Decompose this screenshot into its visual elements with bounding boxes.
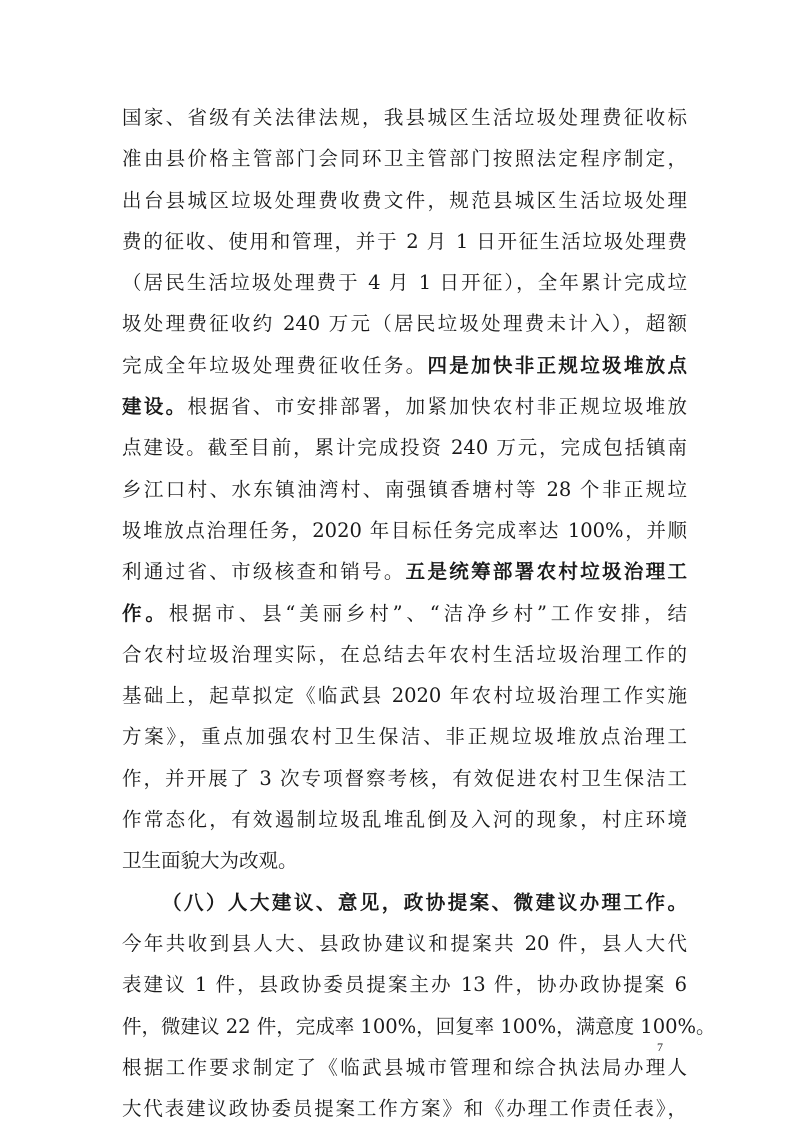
- bold-text-segment: 四是加快非正规垃圾堆放点: [427, 353, 687, 377]
- text-line: [122, 510, 687, 551]
- text-line: [122, 964, 687, 1005]
- text-line: [122, 97, 687, 138]
- text-line: [122, 551, 687, 592]
- text-line: [122, 840, 687, 881]
- bold-text-segment: （八）人大建议、意见，政协提案、微建议办理工作。: [162, 890, 687, 914]
- text-segment: 根据工作要求制定了《临武县城市管理和综合执法局办理人: [122, 1055, 687, 1079]
- text-segment: 件，微建议 22 件，完成率 100%，回复率 100%，满意度 100%。: [122, 1014, 716, 1038]
- text-line: [122, 262, 687, 303]
- text-line: [122, 180, 687, 221]
- text-segment: 表建议 1 件，县政协委员提案主办 13 件，协办政协提案 6: [122, 973, 687, 997]
- text-line: [122, 469, 687, 510]
- text-line: [122, 221, 687, 262]
- text-line: [122, 386, 687, 427]
- text-segment: （居民生活垃圾处理费于 4 月 1 日开征），全年累计完成垃: [122, 271, 687, 295]
- text-line: [122, 882, 687, 923]
- bold-text-segment: 五是统筹部署农村垃圾治理工: [405, 560, 687, 584]
- text-segment: 点建设。截至目前，累计完成投资 240 万元，完成包括镇南: [122, 436, 687, 460]
- text-segment: 利通过省、市级核查和销号。: [122, 560, 406, 584]
- text-line: [122, 303, 687, 344]
- text-line: [122, 593, 687, 634]
- text-segment: 合农村垃圾治理实际，在总结去年农村生活垃圾治理工作的: [122, 642, 687, 666]
- text-segment: 今年共收到县人大、县政协建议和提案共 20 件，县人大代: [122, 931, 687, 955]
- text-segment: 乡江口村、水东镇油湾村、南强镇香塘村等 28 个非正规垃: [122, 477, 687, 501]
- text-line: [122, 138, 687, 179]
- text-segment: 大代表建议政协委员提案工作方案》和《办理工作责任表》，: [122, 1097, 687, 1121]
- bold-text-segment: 作。: [122, 601, 169, 625]
- text-line: [122, 427, 687, 468]
- text-segment: 根据省、市安排部署，加紧加快农村非正规垃圾堆放: [187, 395, 687, 419]
- text-segment: 作常态化，有效遏制垃圾乱堆乱倒及入河的现象，村庄环境: [122, 808, 687, 832]
- text-line: [122, 716, 687, 757]
- text-segment: 圾处理费征收约 240 万元（居民垃圾处理费未计入），超额: [122, 312, 687, 336]
- text-line: [122, 799, 687, 840]
- text-line: [122, 1006, 716, 1047]
- text-segment: 卫生面貌大为改观。: [122, 849, 298, 873]
- text-segment: 圾堆放点治理任务，2020 年目标任务完成率达 100%，并顺: [122, 518, 687, 542]
- text-line: [122, 675, 687, 716]
- text-segment: 国家、省级有关法律法规，我县城区生活垃圾处理费征收标: [122, 106, 687, 129]
- text-segment: 作，并开展了 3 次专项督察考核，有效促进农村卫生保洁工: [122, 766, 687, 790]
- text-segment: 方案》，重点加强农村卫生保洁、非正规垃圾堆放点治理工: [122, 725, 687, 749]
- text-line: [122, 345, 687, 386]
- text-line: [122, 758, 687, 799]
- page-number: 7: [657, 1040, 663, 1054]
- text-line: [122, 1088, 687, 1129]
- text-segment: 完成全年垃圾处理费征收任务。: [122, 353, 428, 377]
- text-segment: 基础上，起草拟定《临武县 2020 年农村垃圾治理工作实施: [122, 684, 687, 708]
- bold-text-segment: 建设。: [122, 395, 188, 419]
- text-segment: 根据市、县“美丽乡村”、“洁净乡村”工作安排，结: [168, 601, 687, 625]
- body-text: [122, 97, 716, 1129]
- text-line: [122, 634, 687, 675]
- text-segment: 费的征收、使用和管理，并于 2 月 1 日开征生活垃圾处理费: [122, 229, 687, 253]
- text-line: [122, 923, 687, 964]
- text-segment: 出台县城区垃圾处理费收费文件，规范县城区生活垃圾处理: [122, 188, 687, 212]
- text-line: [122, 1047, 687, 1088]
- text-segment: 准由县价格主管部门会同环卫主管部门按照法定程序制定，: [122, 147, 687, 171]
